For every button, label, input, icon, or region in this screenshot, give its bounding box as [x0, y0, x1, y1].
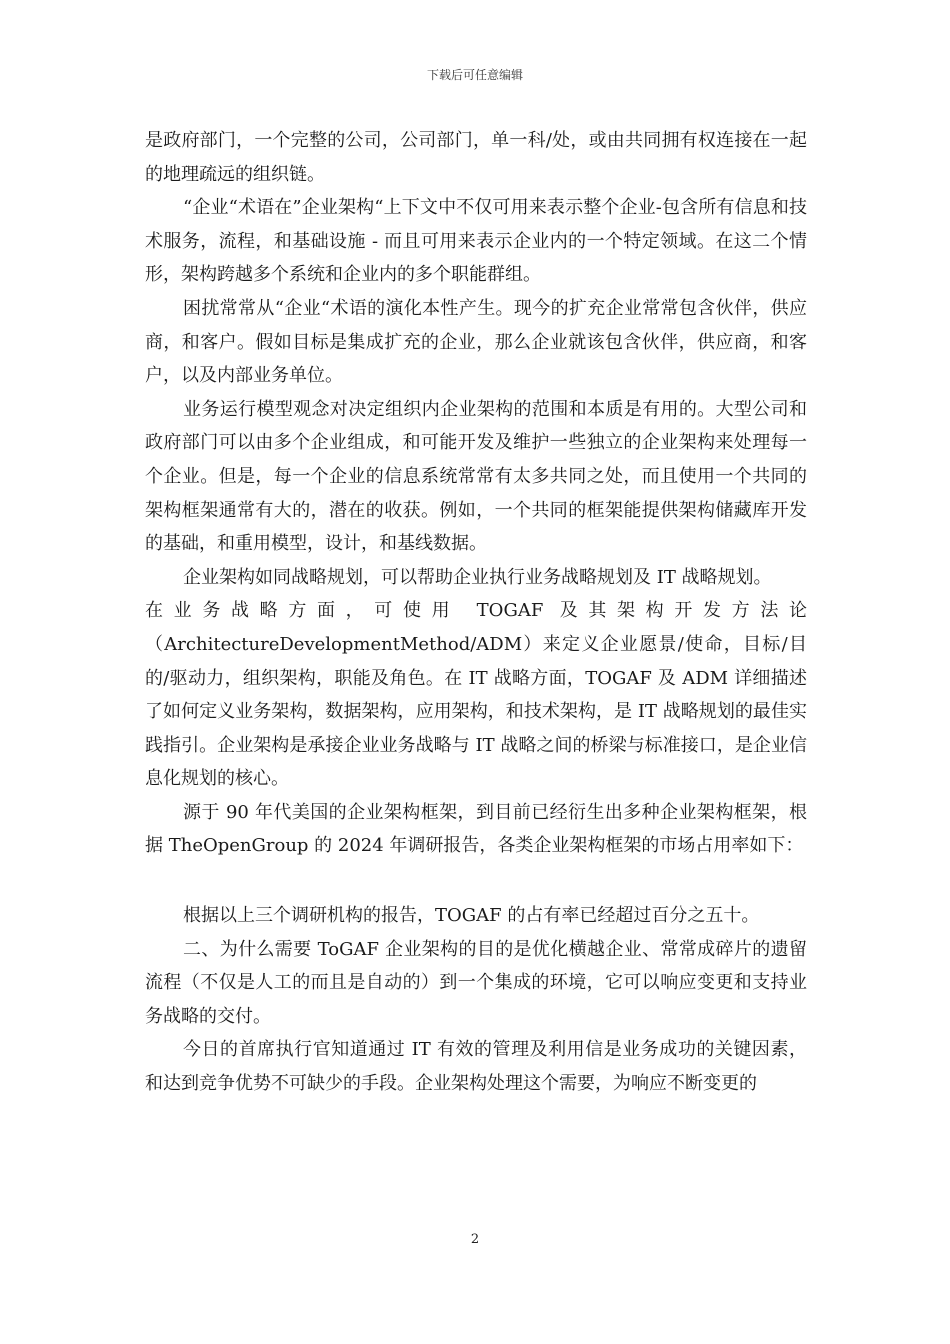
page-number: 2	[470, 1232, 480, 1247]
chart-placeholder-gap	[145, 863, 807, 899]
paragraph-org-definition: 是政府部门，一个完整的公司，公司部门，单一科/处，或由共同拥有权连接在一起的地理疏远的组织链。	[145, 130, 807, 185]
paragraph-ceo-it: 今日的首席执行官知道通过 IT 有效的管理及利用信是业务成功的关键因素，和达到竞争优势不可缺少的手段。企业架构处理这个需要，为响应不断变更的	[145, 1039, 807, 1095]
paragraph-why-togaf: 二、为什么需要 ToGAF 企业架构的目的是优化横越企业、常常成碎片的遗留流程（不仅是人工的而且是自动的）到一个集成的环境，它可以响应变更和支持业务战略的交付。	[145, 938, 807, 1027]
paragraph-framework-market: 源于 90 年代美国的企业架构框架，到目前已经衍生出多种企业架构框架，根据 TheOpenGroup 的 2024 年调研报告，各类企业架构框架的市场占用率如下：	[145, 801, 807, 857]
paragraph-extended-enterprise: 困扰常常从“企业“术语的演化本性产生。现今的扩充企业常常包含伙伴，供应商，和客户。假如目标是集成扩充的企业，那么企业就该包含伙伴，供应商，和客户，以及内部业务单位。	[145, 297, 807, 387]
paragraph-business-strategy: 在业务战略方面，可使用 TOGAF 及其架构开发方法论	[145, 600, 807, 622]
paragraph-enterprise-term: “企业“术语在”企业架构“上下文中不仅可用来表示整个企业-包含所有信息和技术服务，流程，和基础设施 - 而且可用来表示企业内的一个特定领域。在这二个情形，架构跨越多个系统和企业内的多个职能群组。	[145, 197, 807, 286]
paragraph-operating-model: 业务运行模型观念对决定组织内企业架构的范围和本质是有用的。大型公司和政府部门可以由多个企业组成，和可能开发及维护一些独立的企业架构来处理每一个企业。但是，每一个企业的信息系统常常有太多共同之处，而且使用一个共同的架构框架通常有大的，潜在的收获。例如，一个共同的框架能提供架构储藏库开发的基础，和重用模型，设计，和基线数据。	[145, 398, 807, 555]
paragraph-adm: （ArchitectureDevelopmentMethod/ADM）来定义企业愿景/使命，目标/目的/驱动力，组织架构，职能及角色。在 IT 战略方面，TOGAF 及 ADM 详细描述了如何定义业务架构，数据架构，应用架构，和技术架构，是 IT 战略规划的最佳实践指引。企业架构是承接企业业务战略与 IT 战略之间的桥梁与标准接口，是企业信息化规划的核心。	[145, 633, 807, 790]
paragraph-togaf-share: 根据以上三个调研机构的报告，TOGAF 的占有率已经超过百分之五十。	[183, 905, 760, 927]
page-header: 下载后可任意编辑	[426, 68, 523, 82]
document-body	[145, 124, 807, 1101]
paragraph-strategic-planning: 企业架构如同战略规划，可以帮助企业执行业务战略规划及 IT 战略规划。	[183, 566, 772, 588]
